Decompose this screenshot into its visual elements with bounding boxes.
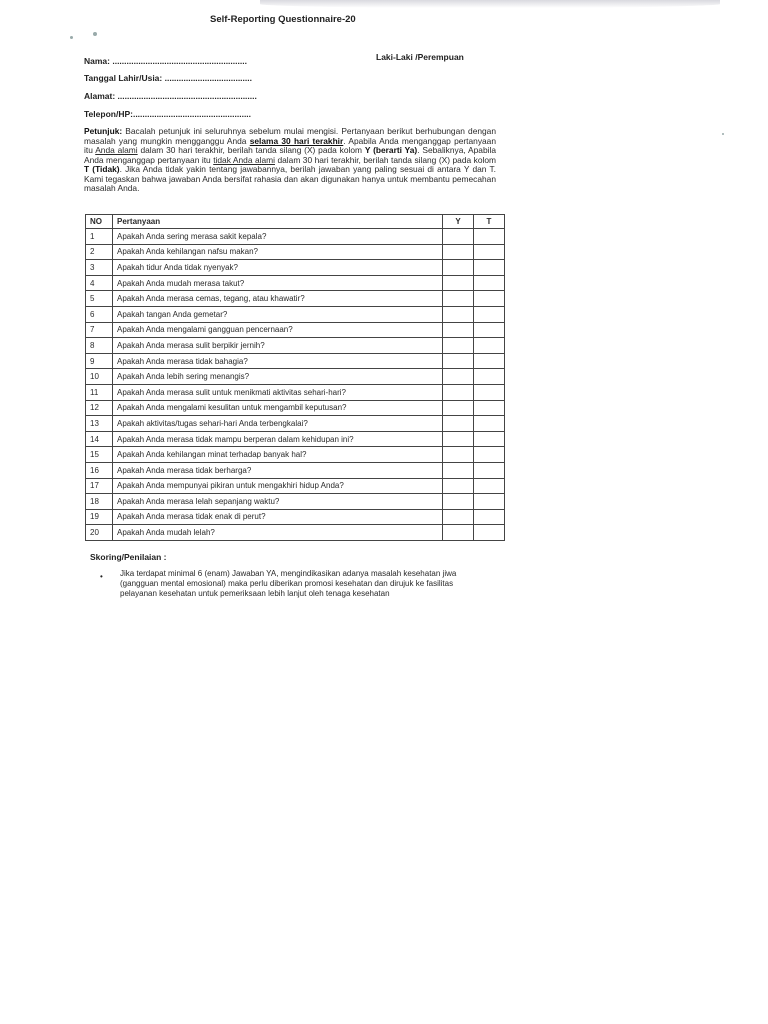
row-number: 9 — [86, 353, 113, 369]
row-question: Apakah Anda mempunyai pikiran untuk mengakhiri hidup Anda? — [113, 478, 443, 494]
yes-answer-cell[interactable] — [443, 478, 474, 494]
yes-answer-cell[interactable] — [443, 494, 474, 510]
no-answer-cell[interactable] — [474, 384, 505, 400]
row-number: 11 — [86, 384, 113, 400]
row-number: 6 — [86, 306, 113, 322]
scoring-text: Jika terdapat minimal 6 (enam) Jawaban YA, mengindikasikan adanya masalah kesehatan jiwa (gangguan mental emosional) maka perlu diberikan promosi kesehatan dan dirujuk ke fasilitas pelayanan kesehatan untuk pemeriksaan lebih lanjut oleh tenaga kesehatan — [120, 569, 457, 598]
row-question: Apakah Anda merasa tidak bahagia? — [113, 353, 443, 369]
table-row — [86, 416, 505, 432]
birth-field: Tanggal Lahir/Usia: ..................................... — [84, 73, 252, 83]
table-header-row — [86, 215, 505, 229]
table-row — [86, 462, 505, 478]
no-answer-cell[interactable] — [474, 416, 505, 432]
no-answer-cell[interactable] — [474, 229, 505, 245]
yes-answer-cell[interactable] — [443, 260, 474, 276]
yes-answer-cell[interactable] — [443, 353, 474, 369]
row-question: Apakah Anda mudah lelah? — [113, 525, 443, 541]
no-answer-cell[interactable] — [474, 244, 505, 260]
instructions-yes-column: Y (berarti Ya) — [364, 145, 418, 155]
scoring-title: Skoring/Penilaian : — [90, 552, 167, 562]
no-answer-cell[interactable] — [474, 322, 505, 338]
no-answer-cell[interactable] — [474, 509, 505, 525]
row-number: 5 — [86, 291, 113, 307]
table-row — [86, 509, 505, 525]
row-number: 15 — [86, 447, 113, 463]
table-row — [86, 260, 505, 276]
no-answer-cell[interactable] — [474, 494, 505, 510]
instructions-text: dalam 30 hari terakhir, berilah tanda silang (X) pada kolom — [275, 154, 496, 165]
table-row — [86, 447, 505, 463]
yes-answer-cell[interactable] — [443, 229, 474, 245]
table-row — [86, 478, 505, 494]
yes-answer-cell[interactable] — [443, 462, 474, 478]
table-row — [86, 244, 505, 260]
phone-field: Telepon/HP:.................................................. — [84, 109, 252, 119]
no-answer-cell[interactable] — [474, 353, 505, 369]
page-title: Self-Reporting Questionnaire-20 — [210, 14, 356, 25]
no-answer-cell[interactable] — [474, 462, 505, 478]
table-row — [86, 306, 505, 322]
instructions-text: Bacalah petunjuk ini seluruhnya sebelum mulai mengisi. Pertanyaan berikut berhubungan dengan masalah yang mungkin mengganggu Anda — [84, 126, 496, 146]
instructions-no-column: T (Tidak) — [84, 164, 120, 174]
row-number: 10 — [86, 369, 113, 385]
instructions-not-experienced: tidak Anda alami — [213, 154, 275, 165]
row-number: 18 — [86, 494, 113, 510]
row-number: 14 — [86, 431, 113, 447]
table-row — [86, 494, 505, 510]
header-yes: Y — [443, 215, 474, 229]
gender-field: Laki-Laki /Perempuan — [376, 52, 464, 62]
no-answer-cell[interactable] — [474, 369, 505, 385]
instructions-text: . Apabila Anda menganggap pertanyaan itu — [84, 135, 496, 155]
yes-answer-cell[interactable] — [443, 509, 474, 525]
row-question: Apakah Anda merasa tidak berharga? — [113, 462, 443, 478]
no-answer-cell[interactable] — [474, 400, 505, 416]
table-row — [86, 229, 505, 245]
yes-answer-cell[interactable] — [443, 291, 474, 307]
row-question: Apakah Anda kehilangan minat terhadap banyak hal? — [113, 447, 443, 463]
scan-speck — [93, 32, 97, 36]
instructions-text: . Sebaliknya, Apabila Anda menganggap pertanyaan itu — [84, 145, 496, 165]
no-answer-cell[interactable] — [474, 291, 505, 307]
row-number: 2 — [86, 244, 113, 260]
no-answer-cell[interactable] — [474, 338, 505, 354]
table-row — [86, 291, 505, 307]
yes-answer-cell[interactable] — [443, 447, 474, 463]
no-answer-cell[interactable] — [474, 431, 505, 447]
yes-answer-cell[interactable] — [443, 322, 474, 338]
instructions-label: Petunjuk: — [84, 126, 123, 136]
yes-answer-cell[interactable] — [443, 306, 474, 322]
no-answer-cell[interactable] — [474, 447, 505, 463]
yes-answer-cell[interactable] — [443, 416, 474, 432]
questions-table — [85, 214, 505, 541]
row-question: Apakah Anda lebih sering menangis? — [113, 369, 443, 385]
row-question: Apakah Anda merasa tidak mampu berperan dalam kehidupan ini? — [113, 431, 443, 447]
instructions-text: dalam 30 hari terakhir, berilah tanda silang (X) pada kolom — [137, 145, 365, 155]
header-no-answer: T — [474, 215, 505, 229]
no-answer-cell[interactable] — [474, 478, 505, 494]
yes-answer-cell[interactable] — [443, 400, 474, 416]
instructions-period: selama 30 hari terakhir — [249, 135, 344, 146]
table-row — [86, 525, 505, 541]
row-question: Apakah Anda mengalami kesulitan untuk mengambil keputusan? — [113, 400, 443, 416]
table-row — [86, 431, 505, 447]
row-number: 16 — [86, 462, 113, 478]
table-row — [86, 338, 505, 354]
row-number: 13 — [86, 416, 113, 432]
no-answer-cell[interactable] — [474, 525, 505, 541]
row-number: 8 — [86, 338, 113, 354]
no-answer-cell[interactable] — [474, 275, 505, 291]
table-row — [86, 275, 505, 291]
row-number: 4 — [86, 275, 113, 291]
table-row — [86, 384, 505, 400]
row-number: 20 — [86, 525, 113, 541]
instructions-paragraph — [84, 127, 496, 194]
row-number: 7 — [86, 322, 113, 338]
row-question: Apakah Anda merasa sulit untuk menikmati aktivitas sehari-hari? — [113, 384, 443, 400]
no-answer-cell[interactable] — [474, 260, 505, 276]
instructions-text: . Jika Anda tidak yakin tentang jawabannya, berilah jawaban yang paling sesuai di antara Y dan T. Kami tegaskan bahwa jawaban Anda bersifat rahasia dan akan digunakan hanya untuk membantu pemecahan masalah Anda. — [84, 164, 497, 193]
row-number: 3 — [86, 260, 113, 276]
row-question: Apakah Anda merasa sulit berpikir jernih? — [113, 338, 443, 354]
row-question: Apakah Anda kehilangan nafsu makan? — [113, 244, 443, 260]
table-row — [86, 369, 505, 385]
row-question: Apakah aktivitas/tugas sehari-hari Anda terbengkalai? — [113, 416, 443, 432]
yes-answer-cell[interactable] — [443, 338, 474, 354]
table-row — [86, 400, 505, 416]
row-question: Apakah Anda merasa lelah sepanjang waktu? — [113, 494, 443, 510]
row-number: 19 — [86, 509, 113, 525]
row-question: Apakah Anda merasa tidak enak di perut? — [113, 509, 443, 525]
instructions-experienced: Anda alami — [95, 145, 138, 155]
yes-answer-cell[interactable] — [443, 244, 474, 260]
no-answer-cell[interactable] — [474, 306, 505, 322]
row-question: Apakah tangan Anda gemetar? — [113, 306, 443, 322]
scan-speck — [70, 36, 73, 39]
header-question: Pertanyaan — [113, 215, 443, 229]
yes-answer-cell[interactable] — [443, 275, 474, 291]
address-field: Alamat: ........................................................... — [84, 91, 257, 101]
scan-speck — [722, 133, 724, 135]
row-question: Apakah tidur Anda tidak nyenyak? — [113, 260, 443, 276]
yes-answer-cell[interactable] — [443, 384, 474, 400]
header-no: NO — [86, 215, 113, 229]
yes-answer-cell[interactable] — [443, 525, 474, 541]
table-row — [86, 322, 505, 338]
row-question: Apakah Anda mengalami gangguan pencernaan? — [113, 322, 443, 338]
row-number: 12 — [86, 400, 113, 416]
row-number: 1 — [86, 229, 113, 245]
yes-answer-cell[interactable] — [443, 369, 474, 385]
row-question: Apakah Anda mudah merasa takut? — [113, 275, 443, 291]
row-number: 17 — [86, 478, 113, 494]
bullet-icon: • — [100, 572, 103, 581]
yes-answer-cell[interactable] — [443, 431, 474, 447]
row-question: Apakah Anda sering merasa sakit kepala? — [113, 229, 443, 245]
row-question: Apakah Anda merasa cemas, tegang, atau khawatir? — [113, 291, 443, 307]
table-row — [86, 353, 505, 369]
name-field: Nama: ......................................................... — [84, 56, 247, 66]
